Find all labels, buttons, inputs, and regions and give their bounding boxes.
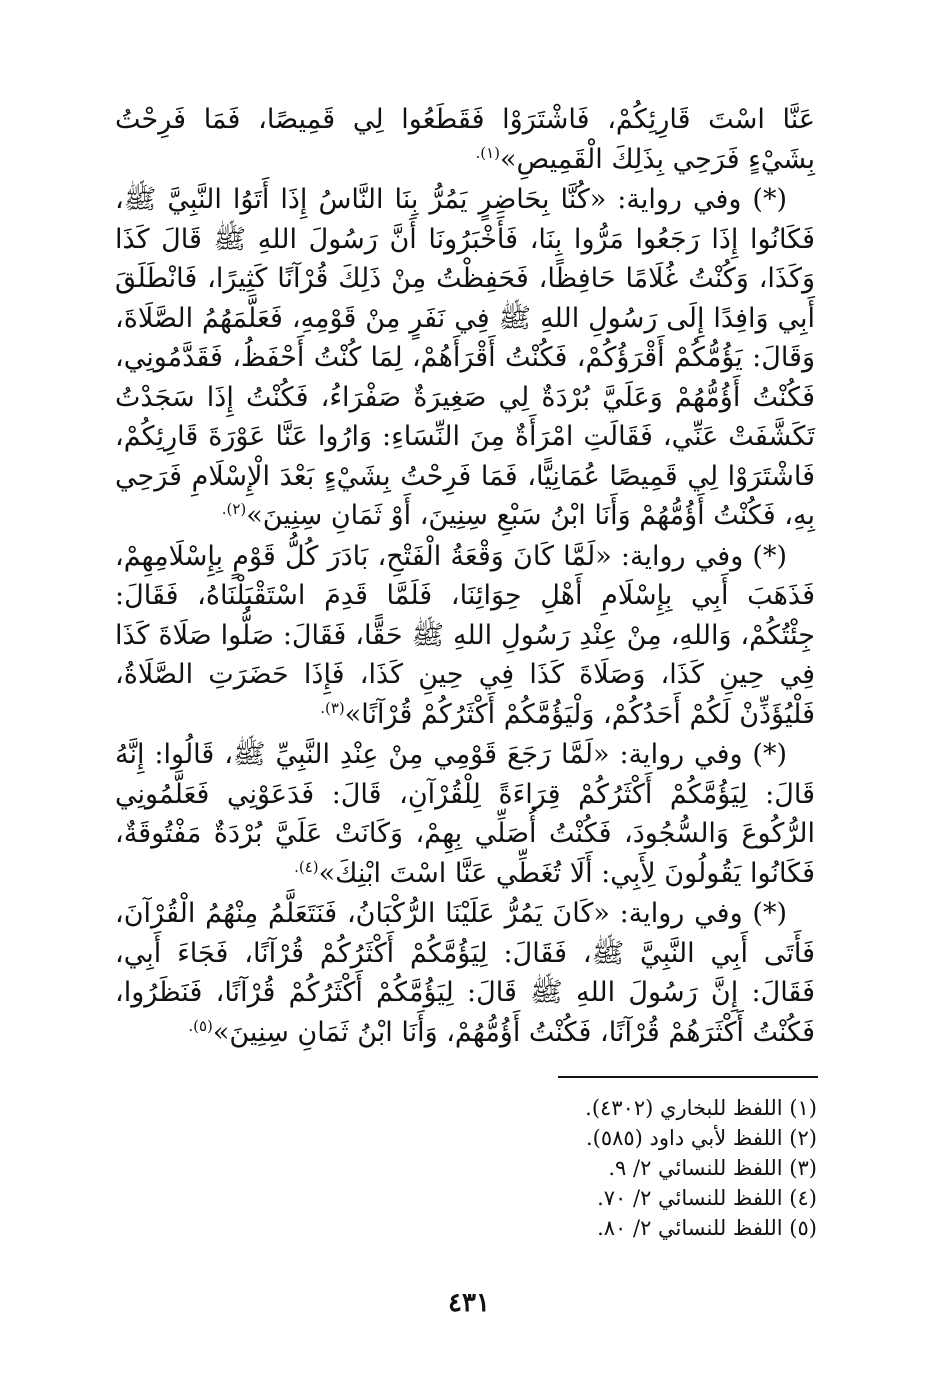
paragraph-text: (*) وفي رواية: «لَمَّا رَجَعَ قَوْمِي مِنْ عِنْدِ النَّبِيِّ ﷺ، قَالُوا: إِنَّهُ قَالَ: لِيَؤُمَّكُمْ أَكْثَرُكُمْ قِرَاءَةً لِلْقُرْآنِ، قَالَ: فَدَعَوْنِي فَعَلَّمُونِي الرُّكُوعَ وَالسُّجُودَ، فَكُنْتُ أُصَلِّي بِهِمْ، وَكَانَتْ عَلَيَّ بُرْدَةٌ مَفْتُوقَةٌ، فَكَانُوا يَقُولُونَ لِأَبِي: أَلَا تُغَطِّي عَنَّا اسْتَ ابْنِكَ» — [115, 739, 815, 889]
footnote-3: (٣) اللفظ للنسائي ٢/ ٩. — [608, 1156, 817, 1180]
footnote-divider — [558, 1076, 818, 1078]
paragraph-1 — [115, 100, 815, 179]
page-number: ٤٣١ — [448, 1288, 490, 1318]
paragraph-3 — [115, 537, 815, 735]
footnote-1: (١) اللفظ للبخاري (٤٣٠٢). — [585, 1096, 817, 1120]
paragraph-text: (*) وفي رواية: «لَمَّا كَانَ وَقْعَةُ الْفَتْحِ، بَادَرَ كُلُّ قَوْمٍ بِإِسْلَامِهِمْ، فَذَهَبَ أَبِي بِإِسْلَامِ أَهْلِ حِوَائِنَا، فَلَمَّا قَدِمَ اسْتَقْبَلْنَاهُ، فَقَالَ: جِئْتُكُمْ، وَاللهِ، مِنْ عِنْدِ رَسُولِ اللهِ ﷺ حَقًّا، فَقَالَ: صَلُّوا صَلَاةَ كَذَا فِي حِينِ كَذَا، وَصَلَاةَ كَذَا فِي حِينِ كَذَا، فَإِذَا حَضَرَتِ الصَّلَاةُ، فَلْيُؤَذِّنْ لَكُمْ أَحَدُكُمْ، وَلْيَؤُمَّكُمْ أَكْثَرُكُمْ قُرْآنًا» — [115, 540, 815, 730]
footnote-ref: (٤). — [294, 857, 319, 876]
footnote-ref: (٣). — [320, 698, 345, 717]
footnote-5: (٥) اللفظ للنسائي ٢/ ٨٠. — [597, 1216, 817, 1240]
main-text — [115, 100, 815, 1053]
paragraph-5 — [115, 894, 815, 1052]
footnote-2: (٢) اللفظ لأبي داود (٥٨٥). — [585, 1126, 817, 1150]
paragraph-4 — [115, 735, 815, 893]
paragraph-text: (*) وفي رواية: «كُنَّا بِحَاضِرٍ يَمُرُّ بِنَا النَّاسُ إِذَا أَتَوُا النَّبِيَّ ﷺ، فَكَانُوا إِذَا رَجَعُوا مَرُّوا بِنَا، فَأَخْبَرُونَا أَنَّ رَسُولَ اللهِ ﷺ قَالَ كَذَا وَكَذَا، وَكُنْتُ غُلَامًا حَافِظًا، فَحَفِظْتُ مِنْ ذَلِكَ قُرْآنًا كَثِيرًا، فَانْطَلَقَ أَبِي وَافِدًا إِلَى رَسُولِ اللهِ ﷺ فِي نَفَرٍ مِنْ قَوْمِهِ، فَعَلَّمَهُمُ الصَّلَاةَ، وَقَالَ: يَؤُمُّكُمْ أَقْرَؤُكُمْ، فَكُنْتُ أَقْرَأَهُمْ، لِمَا كُنْتُ أَحْفَظُ، فَقَدَّمُونِي، فَكُنْتُ أَؤُمُّهُمْ وَعَلَيَّ بُرْدَةٌ لِي صَغِيرَةٌ صَفْرَاءُ، فَكُنْتُ إِذَا سَجَدْتُ تَكَشَّفَتْ عَنِّي، فَقَالَتِ امْرَأَةٌ مِنَ النِّسَاءِ: وَارُوا عَنَّا عَوْرَةَ قَارِئِكُمْ، فَاشْتَرَوْا لِي قَمِيصًا عُمَانِيًّا، فَمَا فَرِحْتُ بِشَيْءٍ بَعْدَ الْإِسْلَامِ فَرَحِي بِهِ، فَكُنْتُ أَؤُمُّهُمْ وَأَنَا ابْنُ سَبْعِ سِنِينَ، أَوْ ثَمَانِ سِنِينَ» — [115, 184, 815, 531]
paragraph-text: عَنَّا اسْتَ قَارِئِكُمْ، فَاشْتَرَوْا فَقَطَعُوا لِي قَمِيصًا، فَمَا فَرِحْتُ بِشَيْءٍ فَرَحِي بِذَلِكَ الْقَمِيصِ» — [115, 104, 815, 175]
footnote-ref: (٥). — [188, 1016, 213, 1035]
paragraph-text: (*) وفي رواية: «كَانَ يَمُرُّ عَلَيْنَا الرُّكْبَانُ، فَنَتَعَلَّمُ مِنْهُمُ الْقُرْآنَ، فَأَتَى أَبِي النَّبِيَّ ﷺ، فَقَالَ: لِيَؤُمَّكُمْ أَكْثَرُكُمْ قُرْآنًا، فَجَاءَ أَبِي، فَقَالَ: إِنَّ رَسُولَ اللهِ ﷺ قَالَ: لِيَؤُمَّكُمْ أَكْثَرُكُمْ قُرْآنًا، فَنَظَرُوا، فَكُنْتُ أَكْثَرَهُمْ قُرْآنًا، فَكُنْتُ أَؤُمُّهُمْ، وَأَنَا ابْنُ ثَمَانِ سِنِينَ» — [115, 898, 815, 1048]
footnote-ref: (١). — [475, 143, 501, 162]
footnotes — [420, 1093, 817, 1243]
footnote-ref: (٢). — [221, 500, 247, 518]
paragraph-2 — [115, 180, 815, 536]
footnote-4: (٤) اللفظ للنسائي ٢/ ٧٠. — [597, 1186, 817, 1210]
